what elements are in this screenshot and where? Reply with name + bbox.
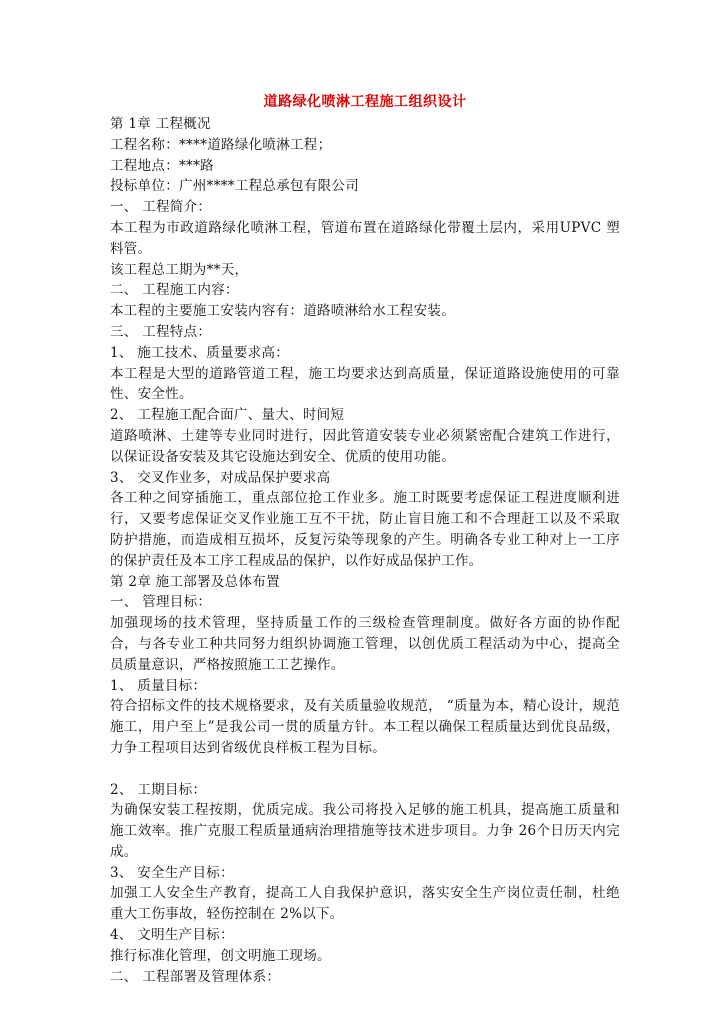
subsection-heading: 3、 交叉作业多，对成品保护要求高 <box>110 469 331 486</box>
blank-line <box>110 759 620 780</box>
paragraph: 加强工人安全生产教育，提高工人自我保护意识，落实安全生产岗位责任制，杜绝重大工伤事故，轻伤控制在 2%以下。 <box>110 885 620 923</box>
chapter-2-heading: 第 2章 施工部署及总体布置 <box>110 573 280 590</box>
subsection-heading: 4、 文明生产目标： <box>110 927 234 944</box>
subsection-heading: 1、 质量目标： <box>110 677 207 694</box>
paragraph: 本工程是大型的道路管道工程，施工均要求达到高质量，保证道路设施使用的可靠性、安全性。 <box>110 365 620 403</box>
document-title: 道路绿化喷淋工程施工组织设计 <box>263 94 467 110</box>
subsection-heading: 2、 工程施工配合面广、量大、时间短 <box>110 407 345 424</box>
subsection-heading: 3、 安全生产目标： <box>110 864 234 881</box>
chapter-1-heading: 第 1章 工程概况 <box>110 116 211 132</box>
subsection-heading: 1、 施工技术、质量要求高： <box>110 344 290 361</box>
section-heading: 三、 工程特点： <box>110 323 212 340</box>
paragraph: 为确保安装工程按期，优质完成。我公司将投入足够的施工机具，提高施工质量和施工效率。推广克服工程质量通病治理措施等技术进步项目。力争 26个日历天内完成。 <box>110 802 620 860</box>
section-heading: 二、 工程部署及管理体系： <box>110 968 281 985</box>
section-heading: 一、 管理目标： <box>110 594 212 611</box>
project-name-line: 工程名称：****道路绿化喷淋工程； <box>110 136 332 153</box>
paragraph: 该工程总工期为**天， <box>110 261 249 278</box>
paragraph: 本工程的主要施工安装内容有：道路喷淋给水工程安装。 <box>110 303 455 320</box>
section-heading: 一、 工程简介： <box>110 199 212 216</box>
paragraph: 道路喷淋、土建等专业同时进行，因此管道安装专业必须紧密配合建筑工作进行，以保证设备安装及其它设施达到安全、优质的使用功能。 <box>110 427 620 465</box>
paragraph: 加强现场的技术管理，坚持质量工作的三级检查管理制度。做好各方面的协作配合，与各专业工种共同努力组织协调施工管理，以创优质工程活动为中心，提高全员质量意识，严格按照施工工艺操作。 <box>110 615 620 673</box>
section-heading: 二、 工程施工内容： <box>110 282 239 299</box>
paragraph: 符合招标文件的技术规格要求，及有关质量验收规范， “质量为本，精心设计，规范施工，用户至上”是我公司一贯的质量方针。本工程以确保工程质量达到优良品级，力争工程项目达到省级优良样板工程为目标。 <box>110 698 620 756</box>
document-page <box>110 92 620 987</box>
project-location-line: 工程地点：***路 <box>110 157 214 174</box>
bidder-line: 投标单位：广州****工程总承包有限公司 <box>110 178 359 195</box>
paragraph: 本工程为市政道路绿化喷淋工程，管道布置在道路绿化带覆土层内，采用UPVC 塑料管。 <box>110 219 620 257</box>
subsection-heading: 2、 工期目标： <box>110 781 207 798</box>
paragraph: 各工种之间穿插施工，重点部位抢工作业多。施工时既要考虑保证工程进度顺利进行，又要考虑保证交叉作业施工互不干扰，防止盲目施工和不合理赶工以及不采取防护措施，而造成相互损坏，反复污染等现象的产生。明确各专业工种对上一工序的保护责任及本工序工程成品的保护，以作好成品保护工作。 <box>110 490 620 569</box>
paragraph: 推行标准化管理，创文明施工现场。 <box>110 947 331 964</box>
